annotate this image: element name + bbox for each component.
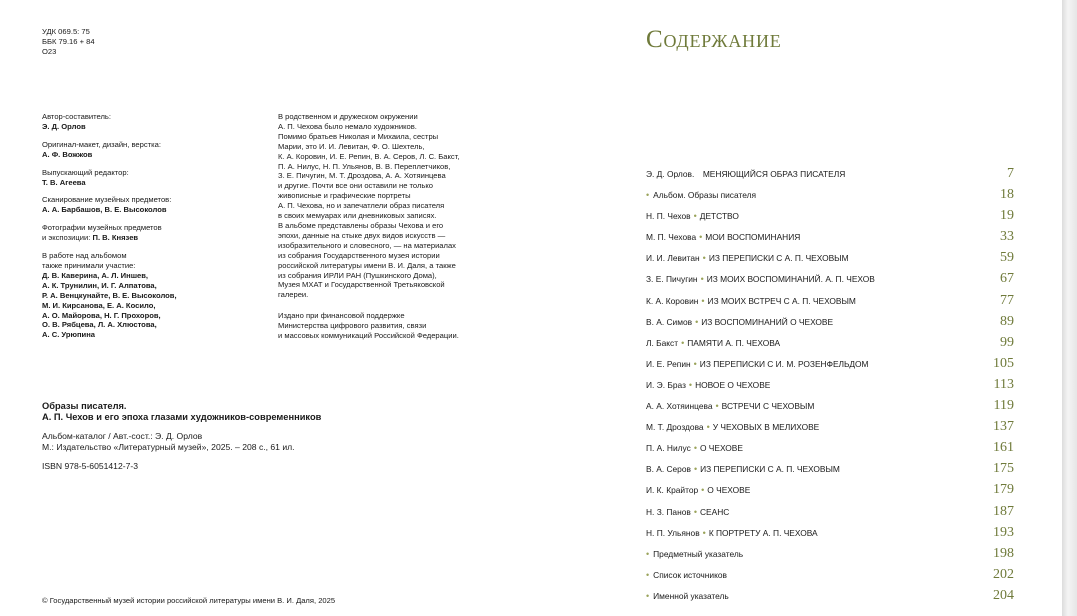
toc-entry	[646, 461, 1014, 482]
bullet-icon: •	[701, 295, 705, 306]
book-description	[42, 401, 462, 472]
toc-title: ИЗ ПЕРЕПИСКИ С И. М. РОЗЕНФЕЛЬДОМ	[699, 358, 869, 369]
participant-line: М. И. Кирсанова, Е. А. Косило,	[42, 300, 156, 310]
toc-entry-text	[646, 401, 984, 411]
classification-codes	[42, 27, 95, 57]
toc-entry-text	[646, 253, 984, 263]
toc-title: ИЗ ПЕРЕПИСКИ С А. П. ЧЕХОВЫМ	[708, 253, 849, 264]
intro-line: А. П. Чехова, но и запечатлели образ писателя	[278, 201, 445, 211]
toc-title: СЕАНС	[699, 506, 730, 517]
bullet-icon: •	[702, 253, 706, 264]
credit-compiler	[42, 112, 262, 132]
toc-page-number: 137	[993, 419, 1014, 435]
toc-author: А. А. Хотяинцева	[646, 401, 713, 412]
bullet-icon: •	[688, 379, 693, 390]
intro-line: галереи.	[278, 290, 309, 300]
intro-paragraph	[278, 112, 493, 300]
intro-line: из собрания Государственного музея истории	[278, 250, 440, 260]
participant-line: А. С. Урюпина	[42, 330, 96, 340]
toc-page-number: 179	[993, 482, 1014, 498]
toc-entry	[646, 419, 1014, 440]
bbk-code: ББК 79.16 + 84	[42, 36, 95, 46]
credit-scanning	[42, 195, 262, 215]
toc-title: МЕНЯЮЩИЙСЯ ОБРАЗ ПИСАТЕЛЯ	[702, 169, 846, 179]
toc-title: Список источников	[653, 569, 727, 580]
toc-entry	[646, 588, 1014, 609]
table-of-contents	[646, 166, 1014, 609]
toc-entry-text	[646, 443, 984, 453]
toc-author: П. А. Нилус	[646, 443, 691, 454]
bullet-icon: •	[646, 569, 650, 580]
intro-line: З. Е. Пичугин, М. Т. Дроздова, А. А. Хотяинцева	[278, 171, 446, 181]
toc-entry	[646, 271, 1014, 292]
bullet-icon: •	[693, 506, 697, 517]
author-mark: О23	[42, 46, 57, 56]
book-isbn: ISBN 978-5-6051412-7-3	[42, 460, 139, 471]
toc-page-number: 33	[1000, 229, 1014, 245]
toc-entry-text	[646, 190, 984, 200]
intro-line: российской литературы имени В. И. Даля, а также	[278, 260, 456, 270]
toc-title: Предметный указатель	[653, 548, 744, 559]
toc-page-number: 18	[1000, 187, 1014, 203]
toc-entry-text	[646, 232, 984, 242]
toc-title: ИЗ ПЕРЕПИСКИ С А. П. ЧЕХОВЫМ	[700, 464, 840, 475]
toc-title: НОВОЕ О ЧЕХОВЕ	[695, 379, 771, 390]
intro-line: Марии, это И. И. Левитан, Ф. О. Шехтель,	[278, 141, 425, 151]
participants-names	[42, 271, 262, 340]
toc-page-number: 198	[993, 545, 1014, 561]
toc-entry	[646, 314, 1014, 335]
participant-line: Р. А. Венцкунайте, В. Е. Высоколов,	[42, 290, 177, 300]
toc-entry	[646, 335, 1014, 356]
toc-page-number: 175	[993, 461, 1014, 477]
toc-page-number: 193	[993, 524, 1014, 540]
toc-entry-text	[646, 274, 984, 284]
support-line: и массовых коммуникаций Российской Федерации.	[278, 331, 459, 341]
bullet-icon: •	[693, 211, 697, 222]
bullet-icon: •	[699, 232, 703, 243]
bullet-icon	[697, 169, 700, 179]
toc-page-number: 67	[1000, 271, 1014, 287]
intro-line: эпохи, данные на стыке двух видов искусств —	[278, 230, 446, 240]
toc-entry	[646, 187, 1014, 208]
toc-author: Н. П. Ульянов	[646, 527, 700, 538]
intro-line: Помимо братьев Николая и Михаила, сестры	[278, 131, 439, 141]
bullet-icon: •	[706, 422, 710, 433]
bullet-icon: •	[693, 464, 698, 475]
credit-role: Выпускающий редактор:	[42, 167, 129, 177]
toc-entry	[646, 377, 1014, 398]
participant-line: О. В. Рябцева, Л. А. Хлюстова,	[42, 320, 157, 330]
toc-page-number: 187	[993, 503, 1014, 519]
book-imprint: М.: Издательство «Литературный музей», 2025. – 208 с., 61 ил.	[42, 441, 295, 452]
toc-page-number: 105	[993, 355, 1014, 371]
toc-title: ИЗ МОИХ ВОСПОМИНАНИЙ. А. П. ЧЕХОВ	[706, 274, 875, 285]
toc-entry-text	[646, 380, 984, 390]
toc-entry-text	[646, 169, 984, 179]
intro-text	[278, 112, 493, 352]
toc-title: Альбом. Образы писателя	[653, 190, 756, 201]
credit-role: Фотографии музейных предметов	[42, 223, 162, 233]
toc-entry-text	[646, 507, 984, 517]
support-line: Министерства цифрового развития, связи	[278, 321, 427, 331]
toc-author: Л. Бакст	[646, 337, 679, 348]
intro-line: в своих мемуарах или дневниковых записях.	[278, 211, 437, 221]
toc-page-number: 113	[993, 376, 1014, 392]
intro-line: изобразительного и словесного, — на материалах	[278, 240, 456, 250]
bullet-icon: •	[695, 316, 699, 327]
toc-entry-text	[646, 549, 984, 559]
toc-title: К ПОРТРЕТУ А. П. ЧЕХОВА	[708, 527, 818, 538]
toc-page-number: 89	[1000, 313, 1014, 329]
credit-name: А. Ф. Вожжов	[42, 149, 93, 159]
participants-intro: также принимали участие:	[42, 260, 136, 270]
credit-designer	[42, 140, 262, 160]
intro-line: В альбоме представлены образы Чехова и его	[278, 220, 444, 230]
toc-author: З. Е. Пичугин	[646, 274, 698, 285]
bullet-icon: •	[715, 401, 719, 412]
participant-line: А. К. Трунилин, И. Г. Алпатова,	[42, 280, 157, 290]
support-line: Издано при финансовой поддержке	[278, 311, 405, 321]
toc-page-number: 204	[993, 587, 1014, 603]
credit-photos	[42, 223, 262, 243]
intro-line: живописные и графические портреты	[278, 191, 411, 201]
credit-name: П. В. Князев	[92, 233, 139, 243]
book-type: Альбом-каталог / Авт.-сост.: Э. Д. Орлов	[42, 430, 203, 441]
bullet-icon: •	[681, 337, 685, 348]
toc-title: ИЗ ВОСПОМИНАНИЙ О ЧЕХОВЕ	[701, 316, 834, 327]
toc-page-number: 99	[1000, 334, 1014, 350]
udk-code: УДК 069.5: 75	[42, 27, 90, 36]
toc-author: И. И. Левитан	[646, 253, 700, 264]
toc-title: ПАМЯТИ А. П. ЧЕХОВА	[687, 337, 781, 348]
toc-page-number: 119	[993, 398, 1014, 414]
toc-author: И. Э. Браз	[646, 379, 686, 390]
bullet-icon: •	[702, 527, 706, 538]
toc-entry	[646, 250, 1014, 271]
bullet-icon: •	[646, 590, 650, 601]
toc-entry-text	[646, 317, 984, 327]
toc-page-number: 77	[1000, 292, 1014, 308]
toc-entry-text	[646, 485, 984, 495]
credit-editor	[42, 168, 262, 188]
toc-author: К. А. Коровин	[646, 295, 699, 306]
toc-author: И. К. Крайтор	[646, 485, 699, 496]
credit-role: и экспозиции:	[42, 233, 91, 243]
toc-entry-text	[646, 528, 984, 538]
toc-entry	[646, 356, 1014, 377]
participant-line: Д. В. Каверина, А. Л. Иншев,	[42, 270, 149, 280]
intro-line: Музея МХАТ и Государственной Третьяковской	[278, 280, 445, 290]
toc-title: ДЕТСТВО	[699, 211, 739, 222]
participants-intro: В работе над альбомом	[42, 251, 127, 261]
credits-block	[42, 112, 262, 348]
credit-role: Автор-составитель:	[42, 112, 111, 121]
credit-role: Оригинал-макет, дизайн, верстка:	[42, 139, 161, 149]
toc-author: Н. П. Чехов	[646, 211, 691, 222]
bullet-icon: •	[693, 443, 697, 454]
book-title: Образы писателя.	[42, 401, 127, 411]
intro-line: А. П. Чехова было немало художников.	[278, 121, 417, 131]
copyright-line: © Государственный музей истории российской литературы имени В. И. Даля, 2025	[42, 596, 336, 605]
toc-author: В. А. Симов	[646, 316, 693, 327]
participant-line: А. О. Майорова, Н. Г. Прохоров,	[42, 310, 161, 320]
toc-entry	[646, 208, 1014, 229]
toc-entry-text	[646, 296, 984, 306]
toc-page-number: 7	[1007, 166, 1014, 181]
toc-entry-text	[646, 211, 984, 221]
toc-page-number: 59	[1000, 250, 1014, 266]
bullet-icon: •	[646, 190, 650, 201]
toc-entry-text	[646, 422, 984, 432]
toc-entry-text	[646, 591, 984, 601]
toc-entry	[646, 293, 1014, 314]
intro-line: П. А. Нилус, Н. П. Ульянов, В. В. Переплетчиков,	[278, 161, 451, 171]
toc-title: О ЧЕХОВЕ	[707, 485, 751, 496]
book-subtitle: А. П. Чехов и его эпоха глазами художников-современников	[42, 412, 322, 423]
toc-author: Н. З. Панов	[646, 506, 691, 517]
toc-title: У ЧЕХОВЫХ В МЕЛИХОВЕ	[712, 422, 820, 433]
credit-role: Сканирование музейных предметов:	[42, 195, 172, 205]
intro-line: и другие. Почти все они оставили не только	[278, 181, 434, 191]
toc-entry-text	[646, 464, 984, 474]
intro-line: В родственном и дружеском окружении	[278, 112, 418, 121]
bullet-icon: •	[693, 358, 697, 369]
toc-entry	[646, 482, 1014, 503]
support-paragraph	[278, 311, 493, 341]
bullet-icon: •	[646, 548, 650, 559]
toc-title: МОИ ВОСПОМИНАНИЯ	[705, 232, 801, 243]
intro-line: из собрания ИРЛИ РАН (Пушкинского Дома),	[278, 270, 437, 280]
intro-line: К. А. Коровин, И. Е. Репин, В. А. Серов, Л. С. Бакст,	[278, 151, 460, 161]
toc-author: Э. Д. Орлов.	[646, 169, 695, 179]
credit-name: Э. Д. Орлов	[42, 121, 86, 131]
toc-author: М. П. Чехова	[646, 232, 697, 243]
toc-title: О ЧЕХОВЕ	[699, 443, 743, 454]
toc-entry-text	[646, 338, 984, 348]
credit-name: Т. В. Агеева	[42, 177, 86, 187]
toc-entry	[646, 229, 1014, 250]
toc-entry	[646, 166, 1014, 187]
credit-participants	[42, 251, 262, 340]
toc-page-number: 19	[1000, 208, 1014, 224]
toc-entry	[646, 504, 1014, 525]
toc-entry-text	[646, 359, 984, 369]
contents-heading: Содержание	[646, 26, 782, 53]
toc-title: ИЗ МОИХ ВСТРЕЧ С А. П. ЧЕХОВЫМ	[707, 295, 856, 306]
toc-title: ВСТРЕЧИ С ЧЕХОВЫМ	[721, 401, 815, 412]
toc-title: Именной указатель	[653, 590, 729, 601]
page-edge	[1062, 0, 1077, 616]
toc-entry	[646, 567, 1014, 588]
toc-author: М. Т. Дроздова	[646, 422, 704, 433]
bullet-icon: •	[701, 485, 705, 496]
toc-page-number: 202	[993, 566, 1014, 582]
toc-page-number: 161	[993, 440, 1014, 456]
toc-entry	[646, 440, 1014, 461]
toc-entry	[646, 525, 1014, 546]
toc-author: И. Е. Репин	[646, 358, 691, 369]
toc-author: В. А. Серов	[646, 464, 691, 475]
credit-name: А. А. Барбашов, В. Е. Высоколов	[42, 205, 167, 215]
bullet-icon: •	[700, 274, 704, 285]
toc-entry	[646, 398, 1014, 419]
toc-entry-text	[646, 570, 984, 580]
toc-entry	[646, 546, 1014, 567]
